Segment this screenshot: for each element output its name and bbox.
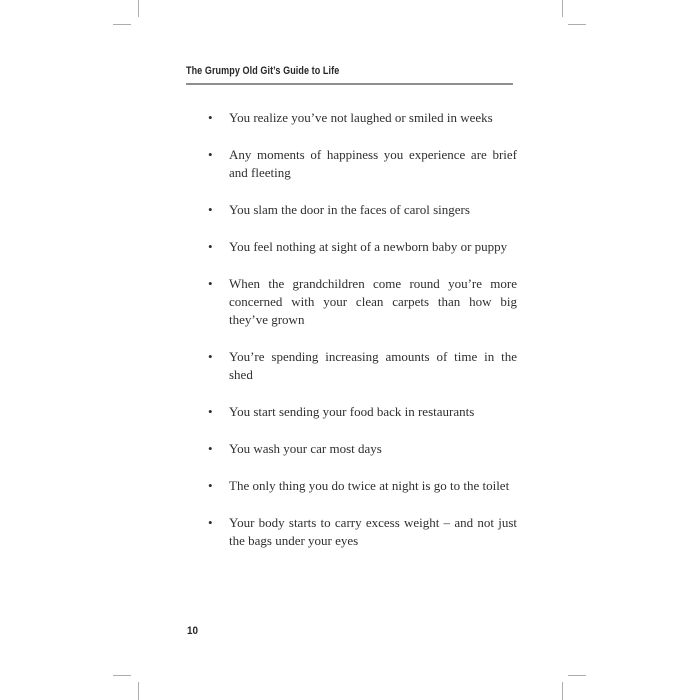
list-item bbox=[186, 201, 517, 219]
list-item-text: You start sending your food back in restaurants bbox=[229, 404, 475, 419]
list-item bbox=[186, 440, 517, 458]
list-item bbox=[186, 477, 517, 495]
list-item bbox=[186, 146, 517, 182]
crop-mark-bottom-right-horizontal bbox=[568, 675, 586, 676]
list-item-text: You wash your car most days bbox=[229, 441, 382, 456]
crop-mark-top-left-horizontal bbox=[113, 24, 131, 25]
bullet-icon: • bbox=[208, 515, 213, 530]
list-item-text: You’re spending increasing amounts of time in the shed bbox=[229, 349, 517, 382]
crop-mark-bottom-right-vertical bbox=[562, 682, 563, 700]
list-item bbox=[186, 514, 517, 550]
list-item bbox=[186, 403, 517, 421]
page-header bbox=[186, 61, 513, 85]
bullet-icon: • bbox=[208, 349, 213, 364]
list-item-text: You feel nothing at sight of a newborn baby or puppy bbox=[229, 239, 508, 254]
crop-mark-bottom-left-horizontal bbox=[113, 675, 131, 676]
list-item bbox=[186, 275, 517, 329]
bullet-icon: • bbox=[208, 441, 213, 456]
bullet-icon: • bbox=[208, 478, 213, 493]
bullet-icon: • bbox=[208, 202, 213, 217]
list-item-text: The only thing you do twice at night is go to the toilet bbox=[229, 478, 510, 493]
bullet-icon: • bbox=[208, 276, 213, 291]
list-item-text: You realize you’ve not laughed or smiled in weeks bbox=[229, 110, 493, 125]
bullet-icon: • bbox=[208, 404, 213, 419]
page-title: The Grumpy Old Git’s Guide to Life bbox=[186, 65, 340, 77]
crop-mark-top-right-horizontal bbox=[568, 24, 586, 25]
list-item bbox=[186, 109, 517, 127]
page-number: 10 bbox=[187, 625, 199, 637]
list-item-text: Any moments of happiness you experience are brief and fleeting bbox=[229, 147, 517, 180]
list-item-text: When the grandchildren come round you’re more concerned with your clean carpets than how big they’ve grown bbox=[229, 276, 517, 327]
bullet-icon: • bbox=[208, 110, 213, 125]
list-item-text: You slam the door in the faces of carol singers bbox=[229, 202, 470, 217]
list-item bbox=[186, 238, 517, 256]
bullet-icon: • bbox=[208, 147, 213, 162]
bullet-list bbox=[186, 109, 517, 550]
list-item bbox=[186, 348, 517, 384]
crop-mark-top-left-vertical bbox=[138, 0, 139, 17]
bullet-icon: • bbox=[208, 239, 213, 254]
crop-mark-bottom-left-vertical bbox=[138, 682, 139, 700]
list-item-text: Your body starts to carry excess weight – and not just the bags under your eyes bbox=[229, 515, 517, 548]
crop-mark-top-right-vertical bbox=[562, 0, 563, 17]
